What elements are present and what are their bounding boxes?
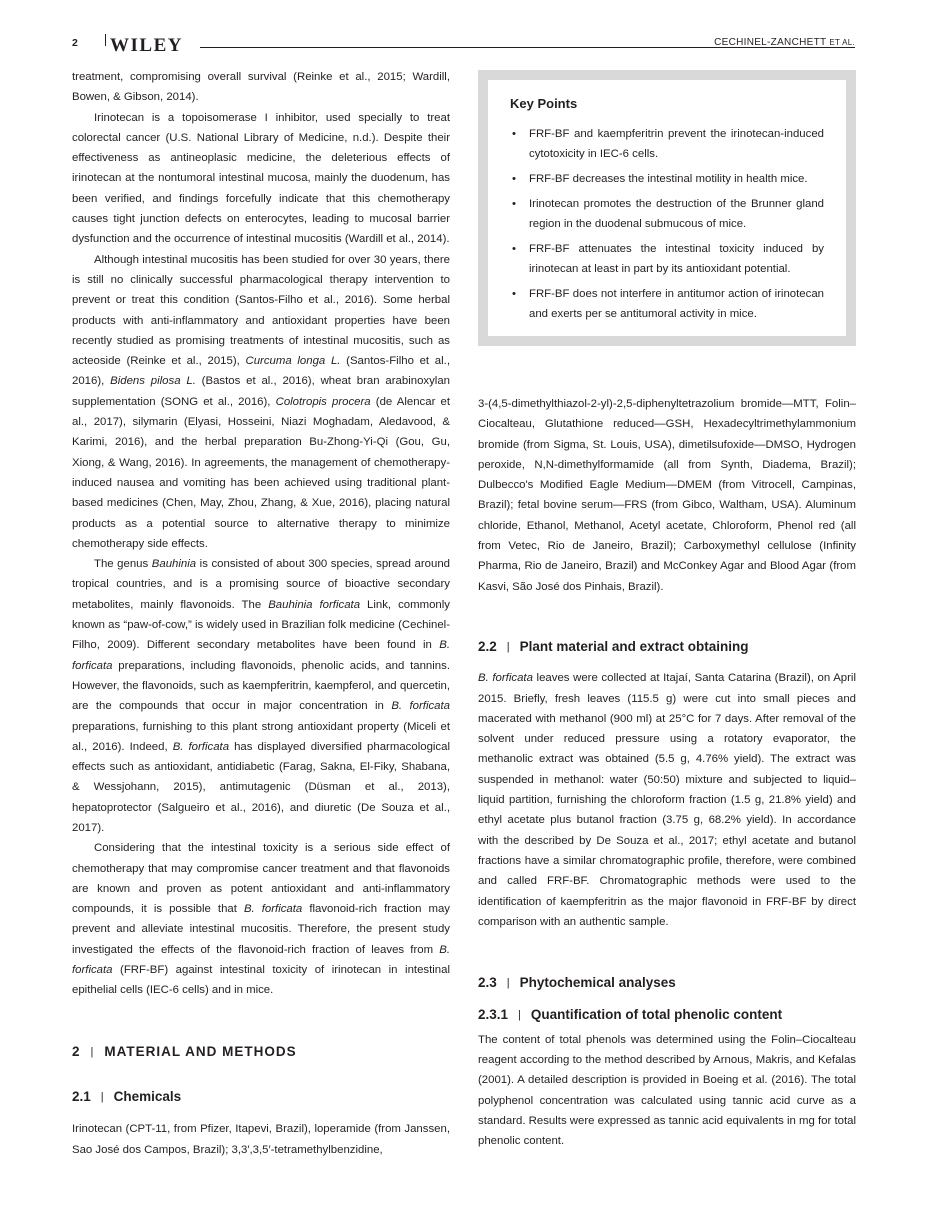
section-heading-2-3-1: [478, 1005, 856, 1026]
species-name: B. forficata: [478, 672, 533, 685]
running-head: [714, 37, 855, 48]
text-run: (FRF-BF) against intestinal toxicity of irinotecan in intestinal epithelial cells (IEC-6 cells) and in mice.: [72, 964, 450, 997]
paragraph: [72, 554, 450, 838]
key-points-title: Key Points: [510, 96, 578, 111]
text-run: Link, commonly known as “paw-of-cow,” is widely used in Brazilian folk medicine (Cechinel-Filho, 2009). Different secondary metabolites have been found in: [72, 598, 450, 652]
key-point-item: [510, 124, 824, 165]
bullet-icon: •: [512, 242, 516, 255]
text-run: (de Alencar et al., 2017), silymarin (Elyasi, Hosseini, Niazi Moghadam, Aledavood, & Karimi, 2016), and the herbal preparation Bu-Zhong-Yi-Qi (Gou, Gu, Xiong, & Wang, 2016). In agreements, the management of chemotherapy-induced nausea and vomiting has been achieved using traditional plant-based medicines (Chen, May, Zhou, Zhang, & Xue, 2016), placing natural products as a potential source to alternative therapy to minimize chemotherapy side effects.: [72, 395, 450, 550]
section-title: Chemicals: [113, 1088, 182, 1104]
paragraph: [72, 838, 450, 1000]
species-name: B. forficata: [172, 740, 230, 753]
species-name: B. forficata: [391, 700, 450, 713]
key-points-list: [510, 124, 824, 325]
paragraph: treatment, compromising overall survival (Reinke et al., 2015; Wardill, Bowen, & Gibson, 2014).: [72, 71, 450, 104]
heading-separator: |: [506, 977, 510, 990]
text-run: (Bastos et al., 2016), wheat bran arabinoxylan supplementation (SONG et al., 2016),: [72, 375, 450, 408]
species-name: Colotropis procera: [275, 395, 371, 408]
paragraph: The content of total phenols was determined using the Folin–Ciocalteau reagent according to the method described by Arnous, Makris, and Kefalas (2001). A detailed description is provided in Boeing et al. (2016). The total polyphenol concentration was calculated using tannic acid curve as a standard. Results were expressed as tannic acid equivalents in mg for total phenolic content.: [478, 1033, 856, 1148]
section-heading-2-2: [478, 637, 856, 658]
species-name: B. forficata: [243, 903, 303, 916]
running-head-etal: ET AL.: [829, 38, 855, 47]
heading-separator: |: [518, 1009, 521, 1022]
text-run: (Santos-Filho et al., 2016),: [72, 355, 450, 388]
section-title: Plant material and extract obtaining: [519, 638, 749, 654]
paragraph: Irinotecan (CPT-11, from Pfizer, Itapevi, Brazil), loperamide (from Janssen, Sao José dos Campos, Brazil); 3,3′,3,5′-tetramethylbenzidine,: [72, 1123, 450, 1156]
key-points-box: [478, 70, 856, 346]
key-point-text: FRF-BF does not interfere in antitumor action of irinotecan and exerts per se antitumoral activity in mice.: [529, 288, 824, 321]
bullet-icon: •: [512, 197, 516, 210]
section-number: 2.2: [478, 638, 497, 654]
left-column: [72, 67, 450, 1160]
page-number: 2: [72, 37, 78, 49]
section-title: MATERIAL AND METHODS: [104, 1043, 297, 1059]
heading-separator: |: [506, 640, 510, 653]
key-point-item: [510, 239, 824, 280]
text-run: preparations, furnishing to this plant strong antioxidant property (Miceli et al., 2016). Indeed,: [72, 720, 450, 753]
bullet-icon: •: [512, 288, 516, 301]
species-name: Bauhinia: [151, 558, 197, 571]
section-heading-2-3: [478, 973, 856, 994]
text-run: preparations, including flavonoids, phenolic acids, and tannins. However, the flavonoids, such as kaempferitrin, kaempferol, and quercetin, are the compounds that occur in major concentration in: [72, 659, 450, 713]
text-run: leaves were collected at Itajaí, Santa Catarina (Brazil), on April 2015. Briefly, fresh leaves (115.5 g) were cut into small pieces and macerated with methanol (900 ml) at 25°C for 7 days. After removal of the solvent under reduced pressure using a rotatory evaporator, the methanolic extract was obtained (5.5 g, 4.76% yield). The extract was suspended in methanol: water (50:50) mixture and subjected to liquid–liquid partition, furnishing the chloroform fraction (1.5 g, 21.8% yield) and ethyl acetate plus butanol fraction (3.75 g, 68.2% yield). In accordance with the described by De Souza et al., 2017; ethyl acetate and butanol fractions have a similar chromatographic profile, therefore, were combined and called FRF-BF. Chromatographic methods were used to the identification of kaempferitrin as the major flavonoid in FRF-BF by direct comparison with an authentic sample.: [478, 672, 856, 928]
text-run: The genus: [94, 558, 152, 571]
key-point-text: FRF-BF and kaempferitrin prevent the irinotecan-induced cytotoxicity in IEC-6 cells.: [529, 128, 824, 161]
paragraph: [478, 668, 856, 932]
bullet-icon: •: [512, 173, 516, 186]
text-run: flavonoid-rich fraction may prevent and alleviate intestinal mucositis. Therefore, the present study investigated the effects of the flavonoid-rich fraction of leaves from: [72, 903, 451, 956]
species-name: Bidens pilosa L.: [110, 375, 196, 388]
text-run: Considering that the intestinal toxicity is a serious side effect of chemotherapy that may compromise cancer treatment and that flavonoids are known and proven as potent antioxidant and anti-inflammatory compounds, it is possible that: [72, 842, 450, 916]
section-title: Quantification of total phenolic content: [530, 1007, 783, 1023]
species-name: Bauhinia forficata: [268, 598, 361, 611]
page-header: [72, 34, 855, 54]
heading-separator: |: [90, 1045, 95, 1058]
paragraph: Irinotecan is a topoisomerase I inhibitor, used specially to treat colorectal cancer (U.S. National Library of Medicine, n.d.). Despite their effectiveness as antineoplasic medicine, the deleterious effects of irinotecan at the nontumoral intestinal mucosa, mainly the duodenum, has been verified, and findings forcefully indicate that this chemotherapy causes tight junction defects on enterocytes, leading to mucosal barrier dysfunction and the occurrence of intestinal mucositis (Wardill et al., 2014).: [72, 111, 450, 246]
publisher-logo: WILEY: [110, 35, 183, 56]
section-heading-2-1: [72, 1087, 450, 1108]
key-point-text: FRF-BF attenuates the intestinal toxicity induced by irinotecan at least in part by its antioxidant potential.: [529, 242, 824, 276]
key-point-item: [510, 194, 824, 235]
key-point-item: [510, 169, 824, 189]
header-tick: [105, 34, 106, 46]
paragraph: 3-(4,5-dimethylthiazol-2-yl)-2,5-diphenyltetrazolium bromide—MTT, Folin–Ciocalteau, Glutathione reduced—GSH, Hexadecyltrimethylammonium bromide (from Sigma, St. Louis, USA), dimetilsufoxide—DMSO, Hydrogen peroxide, N,N-dimethylformamide (all from Synth, Diadema, Brazil); Dulbecco's Modified Eagle Medium—DMEM (from Vitrocell, Campinas, Brazil); fetal bovine serum—FRS (from Gibco, Waltham, USA). Aluminum chloride, Ethanol, Methanol, Acetyl acetate, Chloroform, Phenol red (all from Vetec, Rio de Janeiro, Brazil); Carboxymethyl cellulose (Infinity Pharma, Rio de Janeiro, Brazil) and McConkey Agar and Blood Agar (from Kasvi, São José dos Pinhais, Brazil).: [478, 398, 856, 593]
key-points-inner: [488, 80, 846, 336]
section-number: 2.1: [72, 1088, 91, 1104]
text-run: Although intestinal mucositis has been studied for over 30 years, there is still no clinically successful pharmacological therapy intervention to prevent or treat this condition (Santos-Filho et al., 2016). Some herbal products with anti-inflammatory and antioxidant properties have been recently studied as promising treatments of intestinal mucositis, such as acteoside (Reinke et al., 2015),: [72, 253, 450, 368]
key-point-text: FRF-BF decreases the intestinal motility in health mice.: [529, 173, 808, 186]
section-number: 2: [72, 1043, 81, 1059]
section-heading-2: [72, 1042, 450, 1063]
key-point-item: [510, 284, 824, 325]
right-column: [478, 394, 856, 1152]
running-head-authors: CECHINEL-ZANCHETT: [714, 37, 827, 48]
key-point-text: Irinotecan promotes the destruction of the Brunner gland region in the duodenal submucous of mice.: [529, 197, 824, 231]
heading-separator: |: [100, 1090, 104, 1103]
species-name: B. forficata: [72, 639, 450, 672]
text-run: is consisted of about 300 species, spread around tropical countries, and is a promising source of bioactive secondary metabolites, mainly flavonoids. The: [72, 558, 450, 611]
species-name: Curcuma longa L.: [245, 355, 341, 368]
section-title: Phytochemical analyses: [519, 975, 676, 991]
text-run: has displayed diversified pharmacological effects such as antioxidant, antidiabetic (Farag, Sakna, El-Fiky, Shabana, & Wessjohann, 2015), antimutagenic (Düsman et al., 2013), hepatoprotector (Salgueiro et al., 2016), and diuretic (De Souza et al., 2017).: [72, 740, 450, 834]
species-name: B. forficata: [72, 943, 450, 977]
bullet-icon: •: [512, 128, 516, 140]
section-number: 2.3.1: [478, 1007, 509, 1023]
paragraph: [72, 250, 450, 554]
section-number: 2.3: [478, 975, 497, 991]
